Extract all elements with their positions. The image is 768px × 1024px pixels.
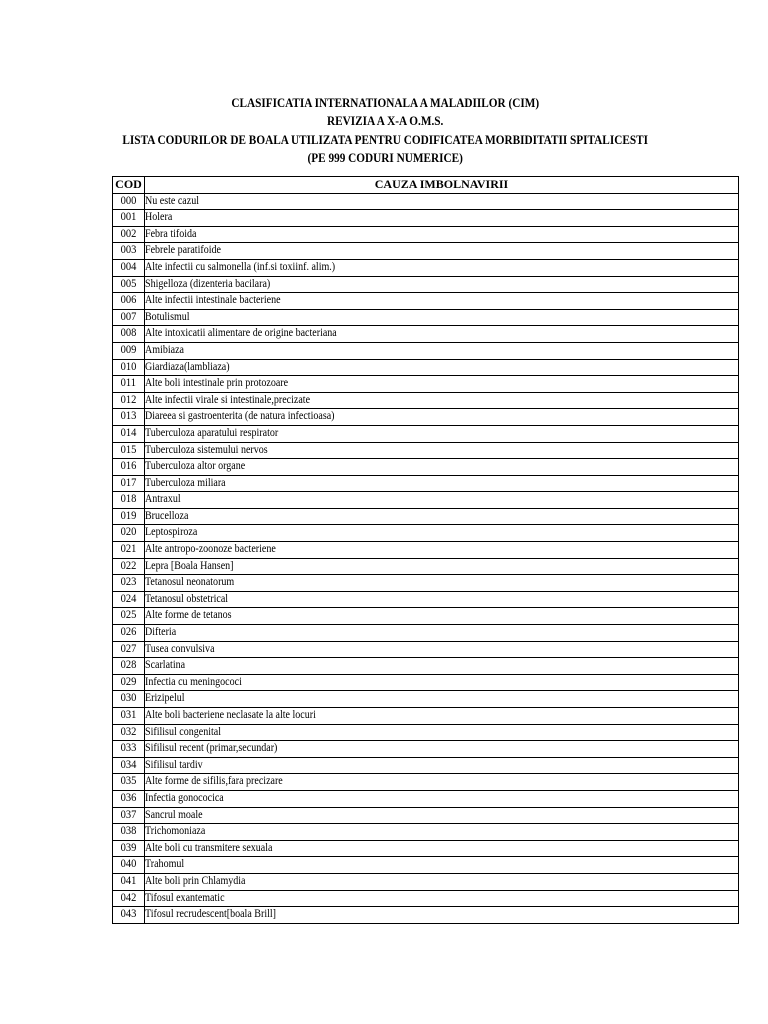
row-description: Amibiaza [145,343,184,356]
row-code: 034 [120,758,137,771]
row-description-cell [145,857,739,874]
row-description-cell [145,575,739,592]
row-description: Febrele paratifoide [145,244,221,257]
row-code: 036 [120,791,137,804]
table-row [113,475,739,492]
row-code: 013 [120,410,137,423]
row-description: Alte boli cu transmitere sexuala [145,841,273,854]
row-code: 027 [120,642,137,655]
row-description: Antraxul [145,493,181,506]
row-code-cell [113,442,145,459]
table-header-row [113,177,739,194]
row-code: 033 [120,742,137,755]
table-row [113,608,739,625]
row-description: Tetanosul neonatorum [145,576,235,589]
row-description: Sifilisul recent (primar,secundar) [145,742,278,755]
title-line-2: REVIZIA A X-A O.M.S. [327,114,444,129]
row-code-cell [113,309,145,326]
row-code-cell [113,757,145,774]
row-code: 039 [120,841,137,854]
row-description-cell [145,708,739,725]
row-code-cell [113,790,145,807]
row-code-cell [113,376,145,393]
row-code-cell [113,608,145,625]
row-description-cell [145,840,739,857]
row-description-cell [145,741,739,758]
row-description: Trahomul [145,858,185,871]
row-code-cell [113,193,145,210]
row-code-cell [113,774,145,791]
row-code-cell [113,625,145,642]
row-code: 025 [120,609,137,622]
row-description-cell [145,591,739,608]
row-description: Botulismul [145,310,190,323]
table-row [113,890,739,907]
row-description-cell [145,890,739,907]
row-code: 030 [120,692,137,705]
row-code-cell [113,708,145,725]
row-code: 031 [120,709,137,721]
row-code-cell [113,873,145,890]
row-description-cell [145,824,739,841]
title-line-1: CLASIFICATIA INTERNATIONALA A MALADIILOR (CIM) [231,96,540,110]
row-code: 041 [120,874,137,887]
table-body [113,193,739,923]
row-code: 003 [120,244,137,257]
table-row [113,658,739,675]
row-description: Alte boli intestinale prin protozoare [145,377,289,390]
row-code-cell [113,409,145,426]
row-code: 022 [120,559,137,572]
table-row [113,459,739,476]
row-code-cell [113,259,145,276]
row-code-cell [113,525,145,542]
row-code-cell [113,575,145,592]
row-description: Tuberculoza sistemului nervos [145,443,268,456]
row-description-cell [145,807,739,824]
table-row [113,558,739,575]
row-code-cell [113,508,145,525]
row-code: 001 [120,211,137,224]
row-description-cell [145,442,739,459]
table-row [113,757,739,774]
row-code-cell [113,674,145,691]
row-code: 019 [120,509,137,522]
row-description: Infectia gonococica [145,791,224,804]
table-row [113,857,739,874]
row-description: Diareea si gastroenterita (de natura infectioasa) [145,410,335,423]
row-code-cell [113,591,145,608]
row-code-cell [113,425,145,442]
row-code-cell [113,276,145,293]
table-row [113,840,739,857]
row-description-cell [145,475,739,492]
row-description-cell [145,907,739,924]
row-code: 021 [120,543,137,556]
row-code-cell [113,724,145,741]
row-description: Nu este cazul [145,194,199,207]
row-code: 010 [120,360,137,373]
row-code-cell [113,342,145,359]
row-code: 037 [120,808,137,821]
row-description-cell [145,790,739,807]
row-description: Holera [145,211,173,224]
row-description-cell [145,641,739,658]
row-description: Shigelloza (dizenteria bacilara) [145,277,271,290]
row-description-cell [145,525,739,542]
row-description-cell [145,210,739,227]
row-description: Sifilisul tardiv [145,758,203,771]
row-description: Leptospiroza [145,526,198,539]
table-row [113,625,739,642]
table-row [113,741,739,758]
row-code: 024 [120,592,137,605]
table-row [113,359,739,376]
row-description-cell [145,674,739,691]
row-code-cell [113,392,145,409]
row-description: Febra tifoida [145,227,197,240]
table-row [113,492,739,509]
row-description-cell [145,276,739,293]
row-description-cell [145,309,739,326]
row-description: Infectia cu meningococi [145,675,242,688]
row-description: Alte infectii cu salmonella (inf.si toxiinf. alim.) [145,260,336,273]
table-row [113,575,739,592]
row-description-cell [145,658,739,675]
row-code: 032 [120,725,137,738]
row-code: 043 [120,908,137,921]
row-code: 002 [120,227,137,240]
row-description: Tuberculoza miliara [145,476,226,489]
document-title [0,94,768,168]
row-description: Alte boli prin Chlamydia [145,874,246,887]
table-row [113,210,739,227]
table-row [113,907,739,924]
row-code-cell [113,840,145,857]
table-row [113,774,739,791]
row-code: 008 [120,327,137,340]
row-code-cell [113,658,145,675]
row-description: Giardiaza(lambliaza) [145,360,230,373]
row-description: Tusea convulsiva [145,642,215,655]
row-description: Tifosul exantematic [145,891,225,904]
table-row [113,542,739,559]
row-code: 018 [120,493,137,506]
row-code: 028 [120,659,137,672]
row-code-cell [113,542,145,559]
row-code: 014 [120,426,137,439]
row-code-cell [113,243,145,260]
row-code: 000 [120,194,137,207]
row-code-cell [113,210,145,227]
table-row [113,824,739,841]
row-description-cell [145,193,739,210]
row-description-cell [145,409,739,426]
row-description: Difteria [145,626,177,639]
row-code: 015 [120,443,137,456]
disease-codes-table [112,176,739,924]
row-description-cell [145,625,739,642]
row-description-cell [145,492,739,509]
row-description: Brucelloza [145,509,189,522]
row-description-cell [145,392,739,409]
table-row [113,873,739,890]
row-description-cell [145,691,739,708]
row-code-cell [113,824,145,841]
row-code-cell [113,359,145,376]
table-row [113,641,739,658]
table-row [113,226,739,243]
table-row [113,790,739,807]
row-code-cell [113,326,145,343]
row-description-cell [145,226,739,243]
row-code: 023 [120,576,137,589]
row-description: Tuberculoza aparatului respirator [145,426,279,439]
title-line-4: (PE 999 CODURI NUMERICE) [307,151,463,166]
row-code-cell [113,691,145,708]
table-row [113,326,739,343]
row-description: Alte forme de sifilis,fara precizare [145,775,283,788]
title-line-3: LISTA CODURILOR DE BOALA UTILIZATA PENTRU CODIFICATEA MORBIDITATII SPITALICESTI [122,132,648,147]
row-code-cell [113,907,145,924]
row-code: 017 [120,476,137,489]
table-row [113,674,739,691]
row-code: 029 [120,675,137,688]
table-row [113,193,739,210]
row-description-cell [145,724,739,741]
row-description: Alte forme de tetanos [145,609,232,622]
header-code: COD [113,177,145,194]
table-row [113,392,739,409]
table-row [113,708,739,725]
table-row [113,309,739,326]
row-code-cell [113,492,145,509]
row-description: Alte infectii virale si intestinale,precizate [145,393,311,406]
row-code-cell [113,475,145,492]
table-row [113,525,739,542]
row-description-cell [145,342,739,359]
row-description: Tifosul recrudescent[boala Brill] [145,908,277,921]
row-code: 006 [120,294,137,307]
row-description-cell [145,243,739,260]
row-description-cell [145,293,739,310]
row-code-cell [113,226,145,243]
row-code: 005 [120,277,137,290]
row-description: Tetanosul obstetrical [145,592,229,605]
row-description-cell [145,259,739,276]
row-code-cell [113,890,145,907]
row-description-cell [145,873,739,890]
row-code: 038 [120,825,137,838]
row-description-cell [145,757,739,774]
row-code: 011 [120,377,137,390]
table-row [113,807,739,824]
table-row [113,293,739,310]
row-code: 012 [120,393,137,406]
row-code: 026 [120,626,137,639]
row-description: Tuberculoza altor organe [145,460,246,473]
row-description: Alte boli bacteriene neclasate la alte locuri [145,709,316,721]
row-description-cell [145,359,739,376]
row-code-cell [113,459,145,476]
table-row [113,425,739,442]
row-code: 004 [120,260,137,273]
table-row [113,243,739,260]
row-code: 007 [120,310,137,323]
table-row [113,342,739,359]
table-row [113,276,739,293]
row-description: Erizipelul [145,692,185,705]
row-description-cell [145,558,739,575]
row-code: 042 [120,891,137,904]
row-description: Lepra [Boala Hansen] [145,559,234,572]
row-description: Scarlatina [145,659,186,672]
row-code-cell [113,741,145,758]
row-description-cell [145,542,739,559]
row-description-cell [145,376,739,393]
table-row [113,376,739,393]
row-code: 009 [120,343,137,356]
row-code: 016 [120,460,137,473]
row-code-cell [113,807,145,824]
row-description-cell [145,608,739,625]
header-cause: CAUZA IMBOLNAVIRII [145,177,739,194]
table-row [113,442,739,459]
row-code-cell [113,558,145,575]
row-description: Alte antropo-zoonoze bacteriene [145,543,276,556]
row-code: 040 [120,858,137,871]
table-row [113,259,739,276]
row-description: Sancrul moale [145,808,203,821]
table-row [113,409,739,426]
row-description: Trichomoniaza [145,825,206,838]
row-description-cell [145,425,739,442]
row-description-cell [145,774,739,791]
row-description-cell [145,459,739,476]
row-description: Sifilisul congenital [145,725,222,738]
row-code: 020 [120,526,137,539]
table-row [113,591,739,608]
table-row [113,691,739,708]
table-row [113,508,739,525]
table-row [113,724,739,741]
row-description: Alte infectii intestinale bacteriene [145,294,281,307]
row-code-cell [113,857,145,874]
row-description: Alte intoxicatii alimentare de origine bacteriana [145,327,337,340]
row-code-cell [113,641,145,658]
row-code: 035 [120,775,137,788]
row-code-cell [113,293,145,310]
row-description-cell [145,508,739,525]
row-description-cell [145,326,739,343]
